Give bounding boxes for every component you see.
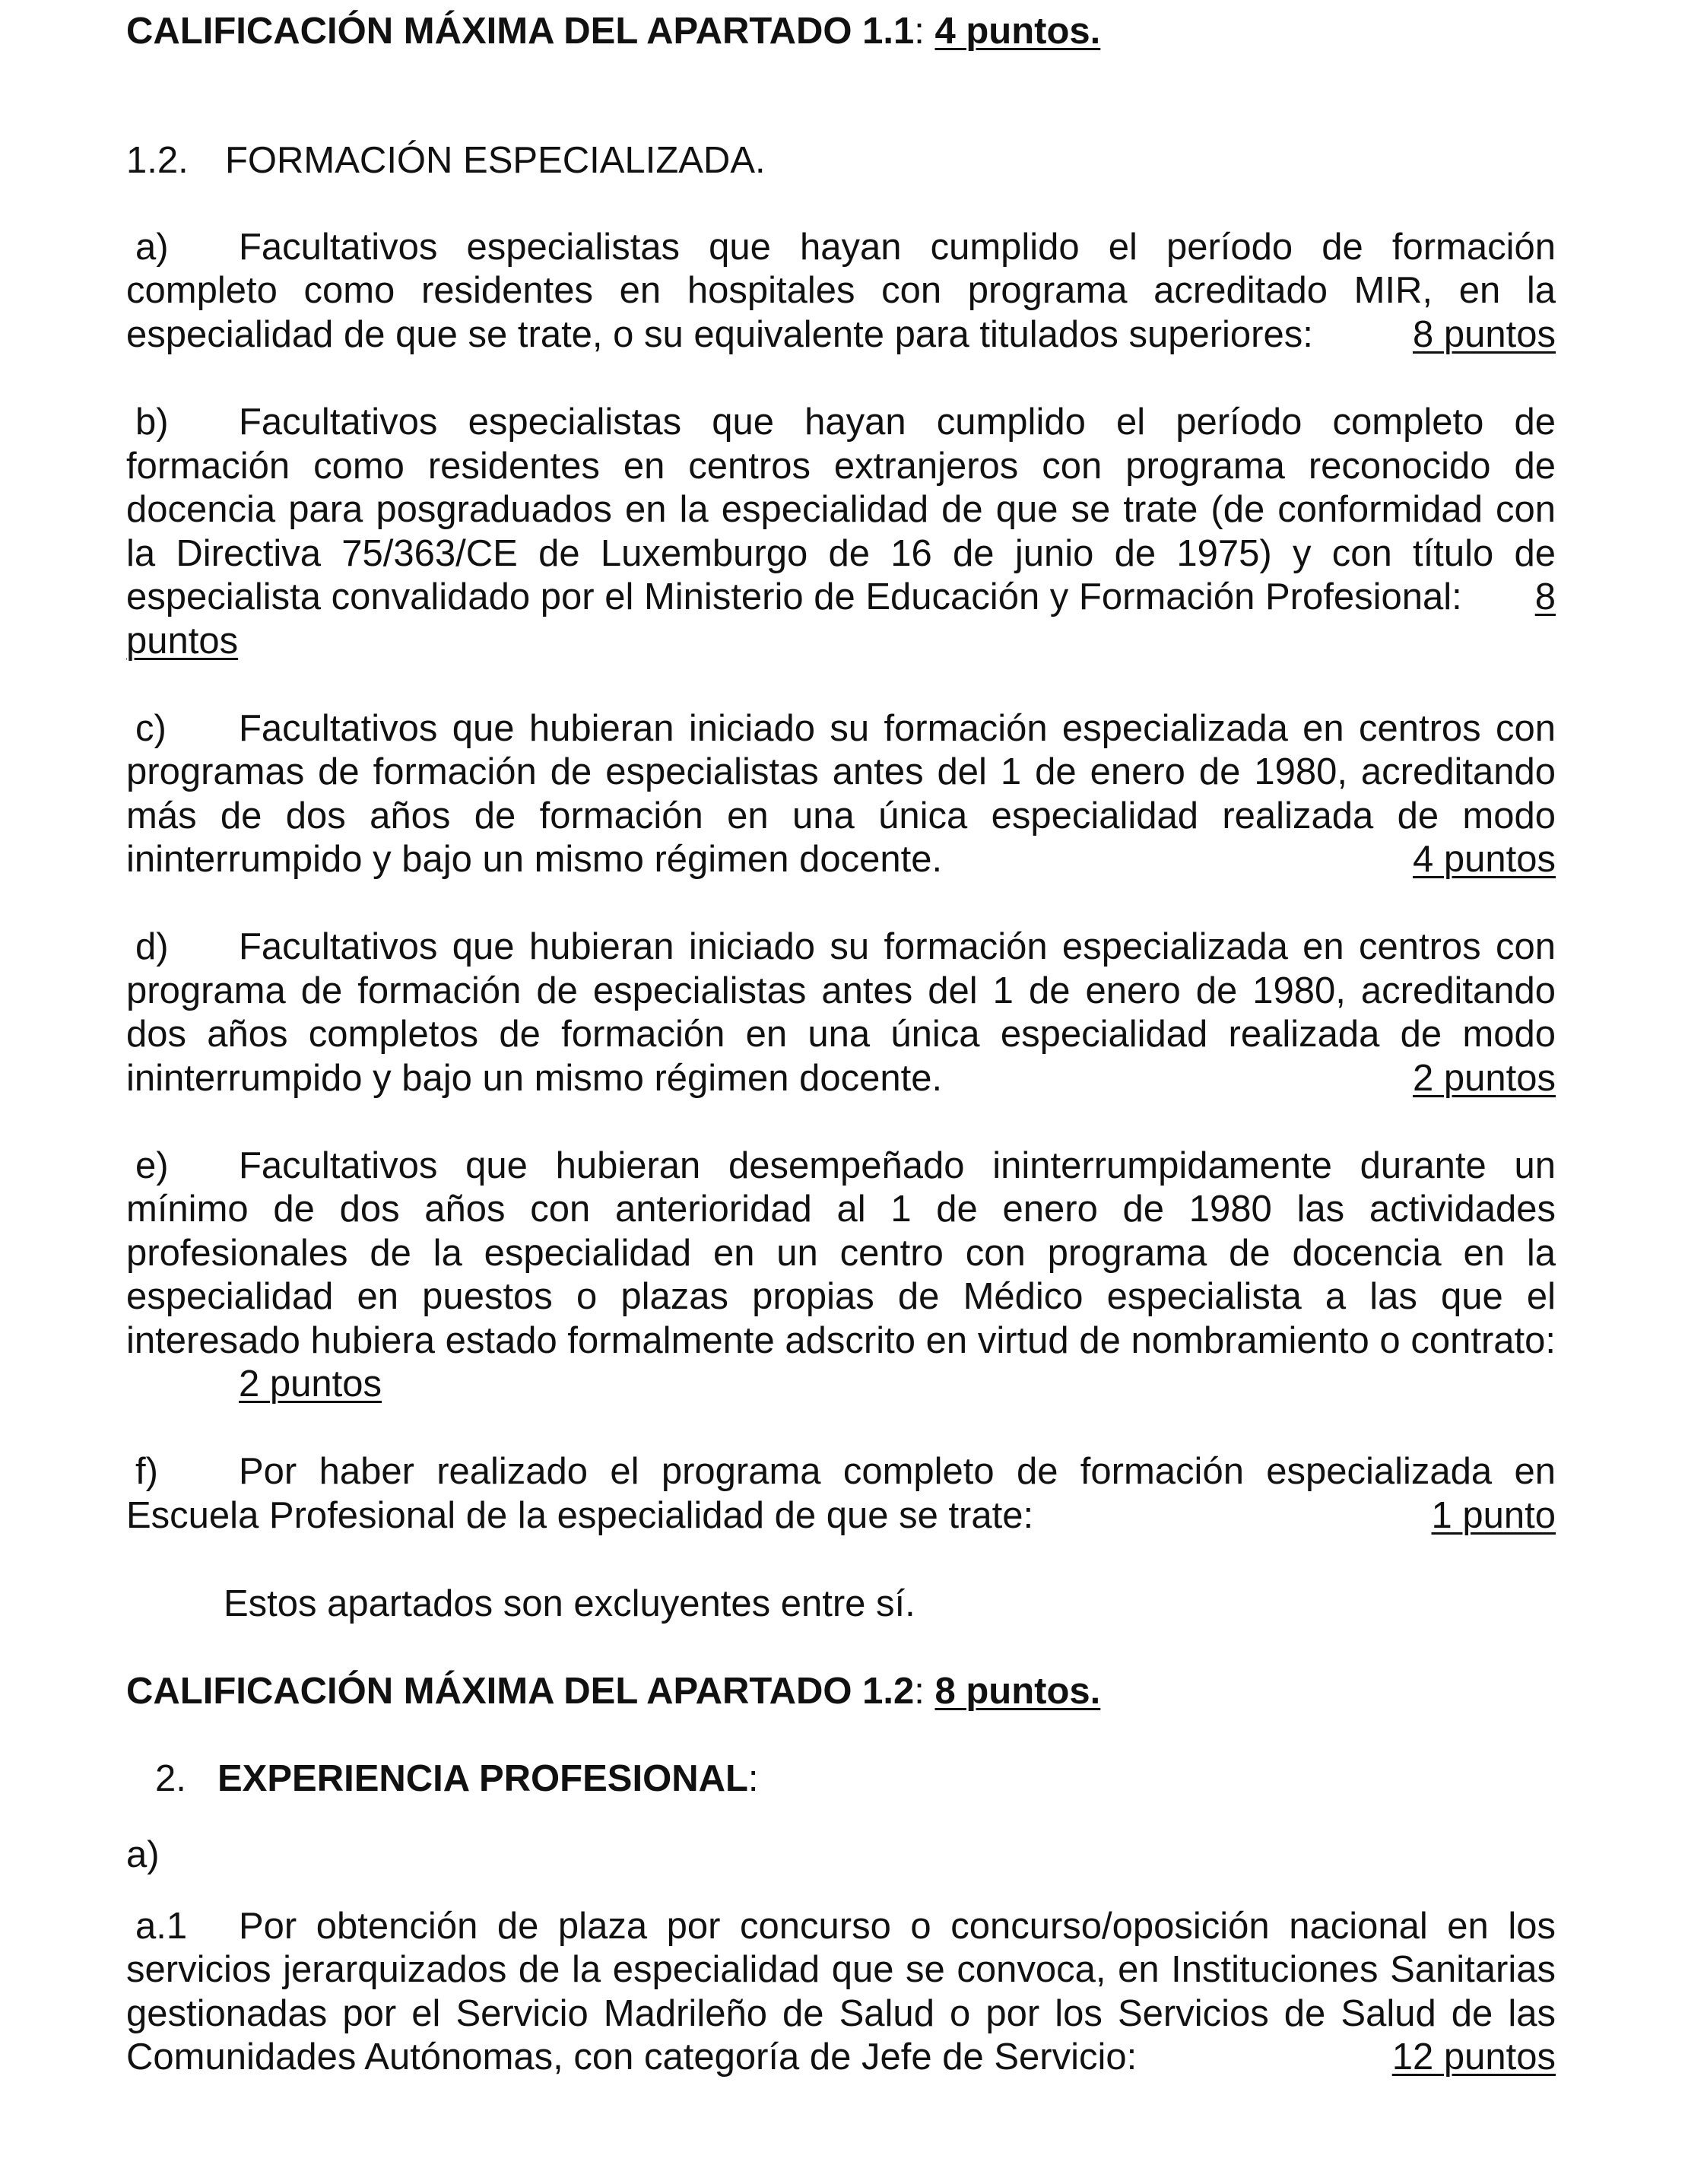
item-text-line: la Directiva 75/363/CE de Luxemburgo de 16 de junio de 1975) y con título de [126,533,1556,574]
exclusivity-note: Estos apartados son excluyentes entre sí. [224,1583,915,1624]
section-heading-2 [155,1757,759,1801]
section-title-colon: : [747,1758,759,1799]
item-text-line: Facultativos que hubieran desempeñado ininterrumpidamente durante un [239,1145,1556,1186]
item-label: e) [135,1145,169,1186]
max-score-separator: : [914,11,935,52]
item-text-line: especialidad de que se trate, o su equivalente para titulados superiores: [126,314,1313,355]
item-text-line: gestionadas por el Servicio Madrileño de Salud o por los Servicios de Salud de las [126,1993,1556,2034]
item-text-line: servicios jerarquizados de la especialidad que se convoca, en Instituciones Sanitarias [126,1949,1556,1990]
item-text-line: profesionales de la especialidad en un centro con programa de docencia en la [126,1233,1556,1274]
points-value: 4 puntos [1413,839,1556,880]
item-label: a.1 [135,1906,188,1947]
item-text-line: Escuela Profesional de la especialidad de que se trate: [126,1495,1034,1536]
item-text-line: Facultativos que hubieran iniciado su formación especializada en centros con [239,708,1556,749]
max-score-label: CALIFICACIÓN MÁXIMA DEL APARTADO 1.2 [126,1671,915,1712]
item-label: b) [135,402,169,443]
max-score-label: CALIFICACIÓN MÁXIMA DEL APARTADO 1.1 [126,11,915,52]
item-text-line: docencia para posgraduados en la especialidad de que se trate (de conformidad con [126,489,1556,530]
points-value: 8 puntos [1413,314,1556,355]
points-value: 12 puntos [1391,2036,1556,2078]
item-text-line: Facultativos que hubieran iniciado su formación especializada en centros con [239,926,1556,967]
item-text-line: Comunidades Autónomas, con categoría de Jefe de Servicio: [126,2036,1137,2078]
item-label: c) [135,708,167,749]
item-text-line: ininterrumpido y bajo un mismo régimen docente. [126,1058,943,1099]
section-title: FORMACIÓN ESPECIALIZADA. [225,140,766,181]
item-label: d) [135,926,169,967]
item-text-line: ininterrumpido y bajo un mismo régimen docente. [126,839,943,880]
points-value: 8 [1534,576,1556,617]
item-text-line: completo como residentes en hospitales con programa acreditado MIR, en la [126,270,1556,311]
item-label: f) [135,1451,158,1492]
max-score-heading-1-1 [126,9,1100,53]
max-score-separator: : [914,1671,935,1712]
item-text-line: dos años completos de formación en una única especialidad realizada de modo [126,1014,1556,1055]
item-text-line: especialista convalidado por el Ministerio de Educación y Formación Profesional: [126,576,1462,617]
section-heading-1-2 [126,138,766,183]
section-number: 2. [155,1758,186,1799]
points-value: 2 puntos [1413,1058,1556,1099]
item-text-line: formación como residentes en centros extranjeros con programa reconocido de [126,446,1556,487]
item-text-line: más de dos años de formación en una única especialidad realizada de modo [126,795,1556,836]
points-value: 1 punto [1431,1495,1556,1536]
item-text-line: especialidad en puestos o plazas propias de Médico especialista a las que el [126,1276,1556,1317]
item-text-line: interesado hubiera estado formalmente adscrito en virtud de nombramiento o contrato: [126,1320,1556,1361]
item-text-line: programa de formación de especialistas antes del 1 de enero de 1980, acreditando [126,970,1556,1011]
max-score-value: 8 puntos. [934,1671,1101,1712]
subsection-label-a: a) [126,1834,160,1875]
item-text-line: Facultativos especialistas que hayan cumplido el período completo de [239,402,1556,443]
item-text-line: Por obtención de plaza por concurso o concurso/oposición nacional en los [239,1906,1556,1947]
max-score-heading-1-2 [126,1669,1100,1713]
item-text-line: mínimo de dos años con anterioridad al 1 de enero de 1980 las actividades [126,1189,1556,1230]
section-title: EXPERIENCIA PROFESIONAL [217,1758,748,1799]
points-unit: puntos [126,621,239,662]
max-score-value: 4 puntos. [934,11,1101,52]
item-label: a) [135,227,169,268]
item-text-line: Facultativos especialistas que hayan cumplido el período de formación [239,227,1556,268]
item-text-line: Por haber realizado el programa completo de formación especializada en [239,1451,1556,1492]
points-value: 2 puntos [239,1363,382,1405]
section-number: 1.2. [126,140,189,181]
item-text-line: programas de formación de especialistas antes del 1 de enero de 1980, acreditando [126,751,1556,792]
